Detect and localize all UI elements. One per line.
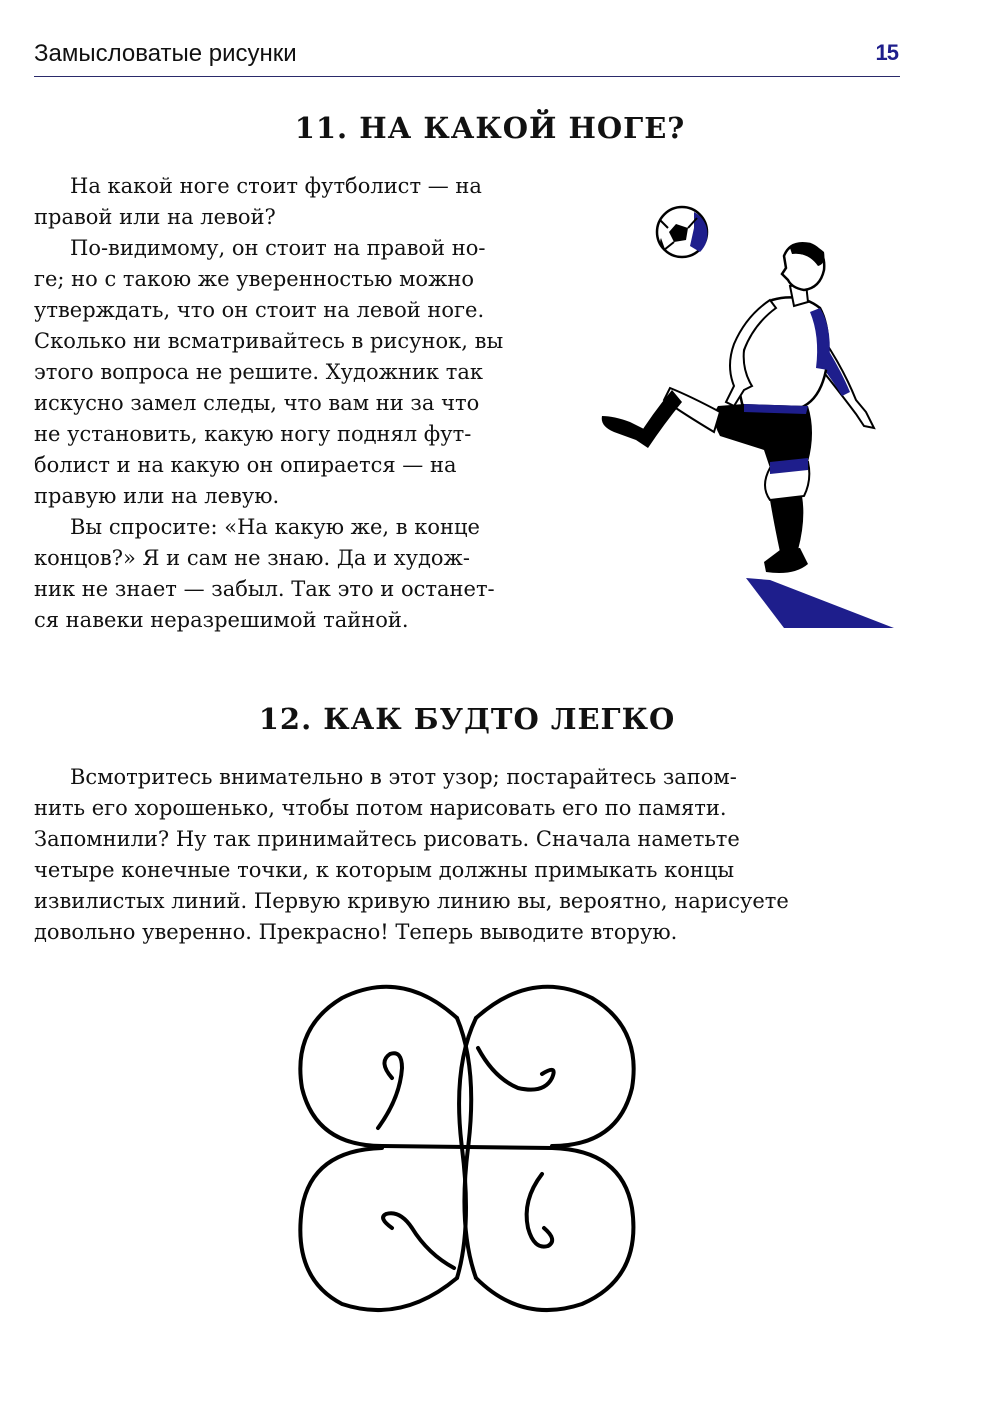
section-11-paragraph-2: По-видимому, он стоит на правой но- ге; но с такою же уверенностью можно утверждать, что он стоит на левой ноге. Сколько ни всматривайтесь в рисунок, вы этого вопроса не решите. Художник так искусно замел следы, что вам ни за что не установить, какую ногу поднял фут- болист и на какую он опирается — на правую или на левую. [34,236,504,508]
chapter-title: Замысловатые рисунки [34,40,297,67]
section-11-paragraph-3: Вы спросите: «На какую же, в конце концов?» Я и сам не знаю. Да и худож- ник не знает — забыл. Так это и останет- ся навеки неразрешимой тайной. [34,515,495,632]
section-12-text [34,762,898,948]
section-11-text [34,171,560,636]
section-11-paragraph-1: На какой ноге стоит футболист — на правой или на левой? [34,174,482,229]
interlaced-curve-pattern [282,978,652,1328]
section-12-title: 12. КАК БУДТО ЛЕГКО [258,702,676,736]
footballer-illustration [594,200,904,640]
soccer-ball-icon [657,207,707,257]
section-11-title: 11. НА КАКОЙ НОГЕ? [294,111,686,145]
section-12-paragraph-1: Всмотритесь внимательно в этот узор; постарайтесь запом- нить его хорошенько, чтобы потом нарисовать его по памяти. Запомнили? Ну так принимайтесь рисовать. Сначала наметьте четыре конечные точки, к которым должны примыкать концы извилистых линий. Первую кривую линию вы, вероятно, нарисуете довольно уверенно. Прекрасно! Теперь выводите вторую. [34,765,789,944]
footballer-shadow [746,578,894,628]
page-header [34,40,900,77]
page-number: 15 [875,40,898,65]
